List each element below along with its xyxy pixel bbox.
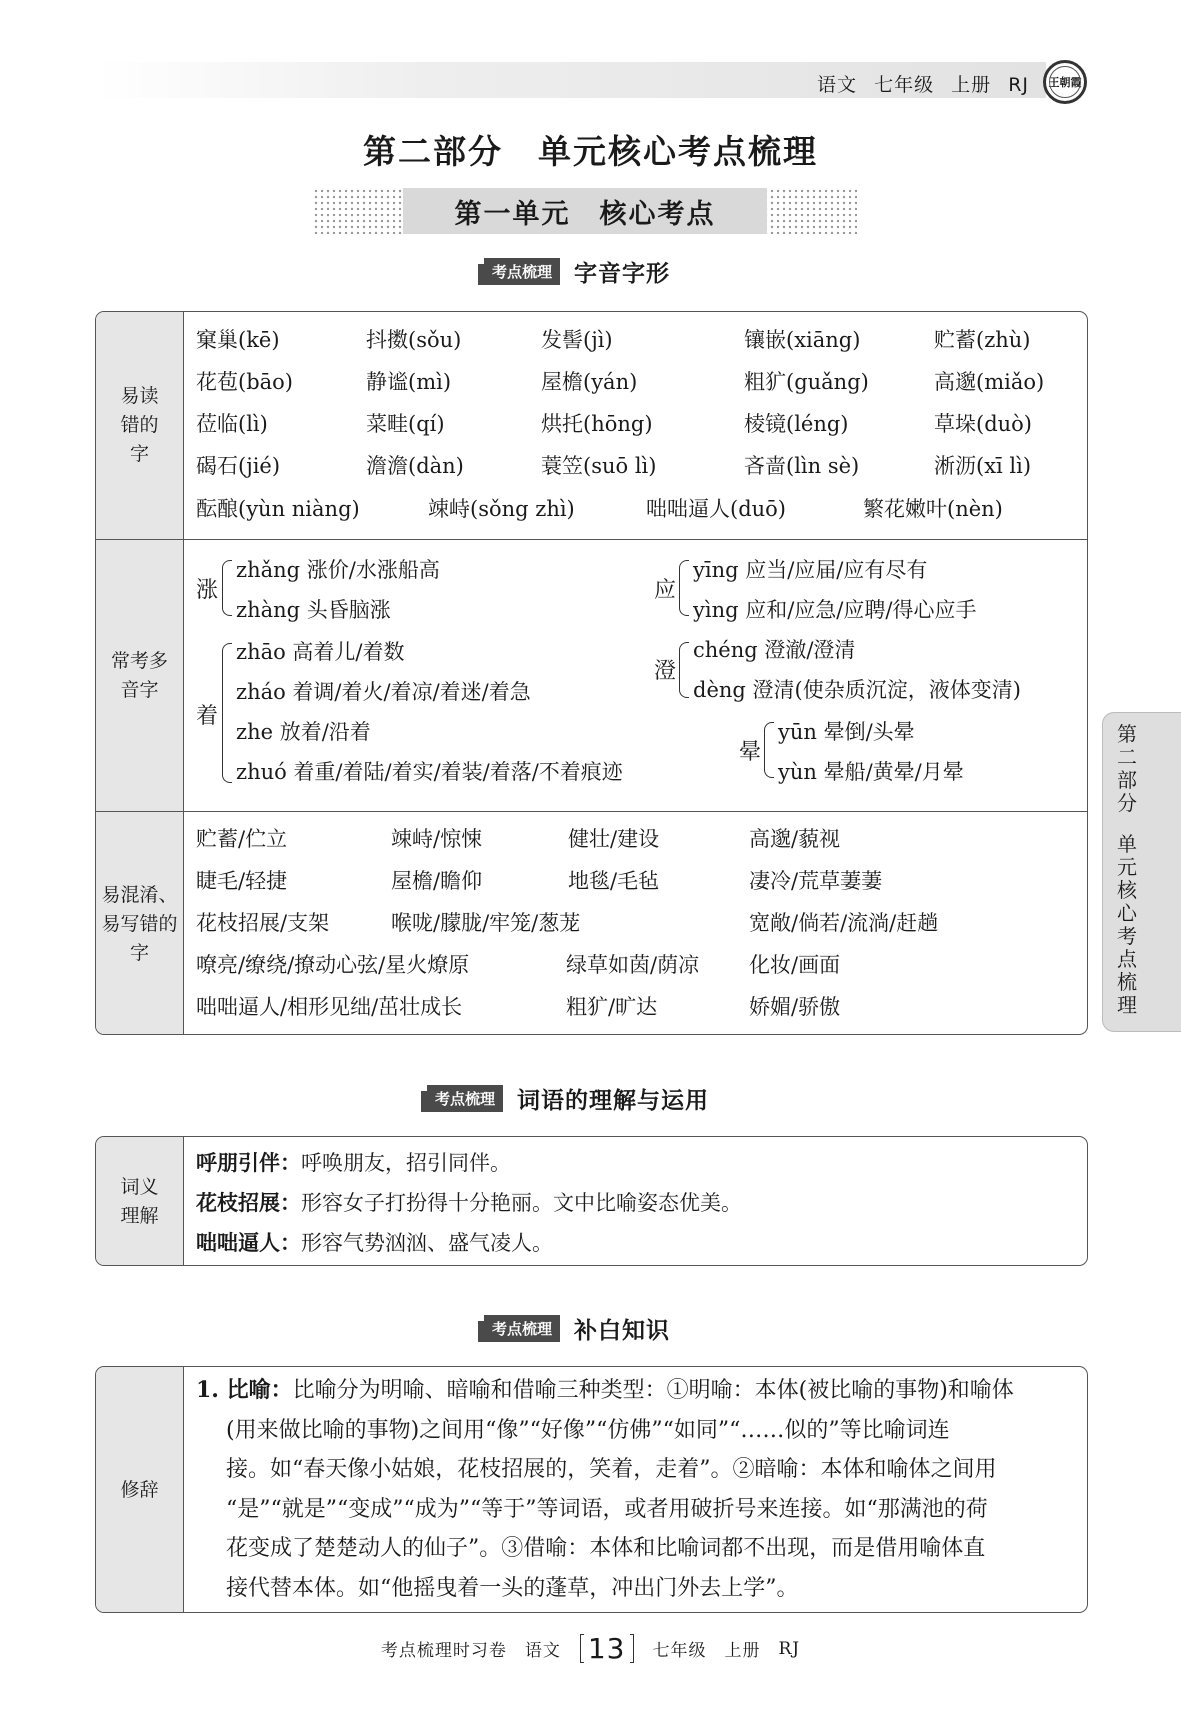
polyphone-char: 晕 — [739, 740, 762, 765]
word-item: 高邈/藐视 — [749, 827, 841, 851]
row-misread-chars — [96, 312, 1087, 539]
word-item: 花枝招展/支架 — [196, 911, 330, 935]
word-item: 屋檐/瞻仰 — [391, 869, 483, 893]
rhetoric-line: 接代替本体。如“他摇曳着一头的蓬草，冲出门外去上学”。 — [226, 1575, 799, 1601]
brace-icon — [222, 560, 232, 616]
footer-grade: 七年级 — [652, 1641, 707, 1661]
brace-icon — [764, 722, 774, 778]
polyphone-char: 涨 — [196, 578, 219, 603]
word-item: 竦峙/惊悚 — [391, 827, 483, 851]
polyphone-reading: zhāo 高着儿/着数 — [236, 640, 405, 664]
polyphone-char: 澄 — [654, 659, 677, 684]
polyphone-reading: yūn 晕倒/头晕 — [778, 720, 915, 744]
polyphone-reading: zhǎng 涨价/水涨船高 — [236, 558, 440, 582]
row-label: 易混淆、易写错的字 — [96, 812, 184, 1035]
polyphone-reading: zhe 放着/沿着 — [236, 720, 371, 744]
word-item: 静谧(mì) — [366, 370, 452, 394]
footer-edition: RJ — [778, 1638, 801, 1659]
word-meaning-table — [95, 1136, 1088, 1266]
pronunciation-table — [95, 311, 1088, 1035]
section-heading-supplementary — [478, 1312, 670, 1345]
side-tab-part: 第二部分 — [1117, 722, 1137, 815]
polyphone-reading: zhàng 头昏脑涨 — [236, 598, 391, 622]
unit-banner-title: 第一单元 核心考点 — [403, 188, 767, 234]
section-title: 补白知识 — [574, 1318, 671, 1344]
side-tab — [1102, 712, 1181, 1032]
section-tag: 考点梳理 — [421, 1085, 503, 1112]
word-item: 烘托(hōng) — [541, 412, 653, 436]
word-item: 抖擞(sǒu) — [366, 328, 462, 352]
word-definition: 呼朋引伴：呼唤朋友，招引同伴。 — [196, 1150, 511, 1175]
polyphone-char: 应 — [654, 578, 677, 603]
header-grade: 七年级 — [874, 74, 935, 96]
word-item: 花苞(bāo) — [196, 370, 293, 394]
side-tab-title: 单元核心考点梳理 — [1117, 832, 1137, 1017]
row-label: 易读错的字 — [96, 312, 184, 539]
rhetoric-line: “是”“就是”“变成”“成为”“等于”等词语，或者用破折号来连接。如“那满池的荷 — [226, 1496, 988, 1522]
word-item: 窠巢(kē) — [196, 328, 280, 352]
brace-icon — [679, 560, 689, 616]
word-item: 嘹亮/缭绕/撩动心弦/星火燎原 — [196, 953, 470, 977]
word-item: 粗犷/旷达 — [566, 995, 658, 1019]
section-tag: 考点梳理 — [478, 1315, 560, 1342]
rhetoric-line: (用来做比喻的事物)之间用“像”“好像”“仿佛”“如同”“……似的”等比喻词连 — [226, 1417, 950, 1443]
word-item: 宽敞/倘若/流淌/赶趟 — [749, 911, 939, 935]
polyphone-reading: zhuó 着重/着陆/着实/着装/着落/不着痕迹 — [236, 760, 623, 784]
word-item: 竦峙(sǒng zhì) — [428, 497, 575, 521]
row-rhetoric — [96, 1367, 1087, 1613]
polyphone-char: 着 — [196, 704, 219, 729]
publisher-seal-icon: 王朝霞 — [1043, 60, 1087, 104]
footer-subject: 语文 — [524, 1641, 561, 1661]
row-label: 修辞 — [96, 1367, 184, 1613]
header-volume: 上册 — [951, 74, 992, 96]
section-heading-pronunciation — [478, 255, 670, 288]
word-definition: 花枝招展：形容女子打扮得十分艳丽。文中比喻姿态优美。 — [196, 1190, 742, 1215]
word-item: 娇媚/骄傲 — [749, 995, 841, 1019]
polyphone-reading: dèng 澄清(使杂质沉淀，液体变清) — [693, 678, 1021, 702]
word-item: 健壮/建设 — [568, 827, 660, 851]
word-item: 草垛(duò) — [934, 412, 1032, 436]
unit-banner — [313, 188, 857, 234]
footer-volume: 上册 — [724, 1641, 761, 1661]
word-item: 澹澹(dàn) — [366, 454, 464, 478]
word-item: 发髻(jì) — [541, 328, 613, 352]
word-item: 镶嵌(xiāng) — [744, 328, 861, 352]
word-item: 粗犷(guǎng) — [744, 370, 869, 394]
brace-icon — [222, 643, 232, 783]
row-label: 词义理解 — [96, 1137, 184, 1266]
word-item: 屋檐(yán) — [541, 370, 638, 394]
word-item: 贮蓄(zhù) — [934, 328, 1031, 352]
footer — [0, 1632, 1181, 1665]
header-subject: 语文 — [817, 74, 858, 96]
word-item: 地毯/毛毡 — [568, 869, 660, 893]
footer-series: 考点梳理时习卷 — [380, 1641, 507, 1661]
word-item: 咄咄逼人(duō) — [646, 497, 786, 521]
word-item: 绿草如茵/荫凉 — [566, 953, 700, 977]
section-tag: 考点梳理 — [478, 258, 560, 285]
header-info — [807, 70, 1029, 97]
polyphone-reading: yùn 晕船/黄晕/月晕 — [778, 760, 964, 784]
rhetoric-line: 接。如“春天像小姑娘，花枝招展的，笑着，走着”。②暗喻：本体和喻体之间用 — [226, 1457, 997, 1482]
row-label: 常考多音字 — [96, 540, 184, 811]
row-confusable-chars — [96, 811, 1087, 1035]
header-edition: RJ — [1008, 74, 1029, 96]
section-title: 字音字形 — [574, 261, 671, 287]
polyphone-reading: chéng 澄澈/澄清 — [693, 638, 856, 662]
word-item: 凄冷/荒草萋萋 — [749, 869, 883, 893]
word-item: 酝酿(yùn niàng) — [196, 497, 360, 521]
polyphone-reading: zháo 着调/着火/着凉/着迷/着急 — [236, 680, 531, 704]
word-item: 贮蓄/伫立 — [196, 827, 288, 851]
word-item: 菜畦(qí) — [366, 412, 445, 436]
word-item: 睫毛/轻捷 — [196, 869, 288, 893]
word-definition: 咄咄逼人：形容气势汹汹、盛气凌人。 — [196, 1230, 553, 1255]
section-title: 词语的理解与运用 — [517, 1088, 710, 1114]
rhetoric-line: 花变成了楚楚动人的仙子”。③借喻：本体和比喻词都不出现，而是借用喻体直 — [226, 1536, 986, 1561]
polyphone-reading: yīng 应当/应届/应有尽有 — [693, 558, 928, 582]
row-polyphones — [96, 539, 1087, 811]
word-item: 化妆/画面 — [749, 953, 841, 977]
word-item: 高邈(miǎo) — [934, 370, 1045, 394]
word-item: 喉咙/朦胧/牢笼/葱茏 — [391, 911, 581, 935]
row-word-meaning — [96, 1137, 1087, 1266]
polyphone-reading: yìng 应和/应急/应聘/得心应手 — [693, 598, 977, 622]
word-item: 棱镜(léng) — [744, 412, 849, 436]
word-item: 咄咄逼人/相形见绌/茁壮成长 — [196, 995, 463, 1019]
word-item: 繁花嫩叶(nèn) — [863, 497, 1003, 521]
section-heading-word-meaning — [421, 1082, 709, 1115]
word-item: 蓑笠(suō lì) — [541, 454, 657, 478]
rhetoric-table — [95, 1366, 1088, 1613]
word-item: 吝啬(lìn sè) — [744, 454, 860, 478]
word-item: 淅沥(xī lì) — [934, 454, 1032, 478]
word-item: 碣石(jié) — [196, 454, 281, 478]
rhetoric-paragraph — [196, 1371, 1073, 1608]
page-number: 13 — [580, 1632, 634, 1665]
word-item: 莅临(lì) — [196, 412, 268, 436]
page-title: 第二部分 单元核心考点梳理 — [363, 132, 818, 171]
rhetoric-line: 1. 比喻：比喻分为明喻、暗喻和借喻三种类型：①明喻：本体(被比喻的事物)和喻体 — [196, 1377, 1014, 1403]
brace-icon — [679, 642, 689, 698]
